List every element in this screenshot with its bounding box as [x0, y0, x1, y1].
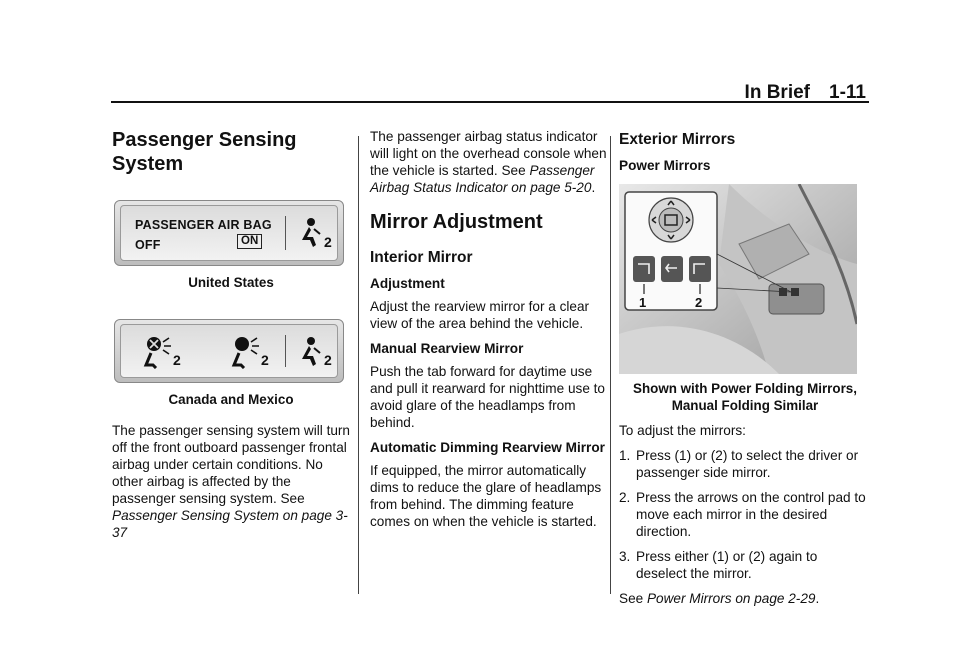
mirror-steps-list	[619, 447, 871, 582]
panel-canada-icon3-number: 2	[324, 352, 332, 368]
figure-callout-1: 1	[639, 295, 647, 310]
power-mirrors-reference[interactable]: Power Mirrors on page 2-29	[646, 591, 816, 606]
airbag-off-icon	[143, 335, 175, 369]
airbag-status-panel-us	[114, 200, 344, 266]
panel-us-off-label: OFF	[135, 238, 161, 252]
header-rule	[111, 101, 869, 103]
panel-us-on-indicator: ON	[237, 234, 262, 249]
adjust-mirrors-intro: To adjust the mirrors:	[619, 423, 746, 438]
column-divider-1	[358, 136, 359, 594]
panel-us-icon-number: 2	[324, 234, 332, 250]
airbag-on-icon	[231, 335, 263, 369]
column-3	[619, 128, 871, 615]
column-divider-2	[610, 136, 611, 594]
section-heading-passenger-sensing: Passenger Sensing System	[112, 129, 297, 175]
list-item: 1. Press (1) or (2) to select the driver or passenger side mirror.	[619, 448, 859, 480]
power-mirror-figure	[619, 184, 857, 374]
power-mirrors-see-paragraph: See Power Mirrors on page 2-29.	[619, 591, 820, 606]
list-item: 3. Press either (1) or (2) again to deselect the mirror.	[619, 549, 818, 581]
seated-passenger-icon	[297, 216, 323, 250]
panel-canada-icon2-number: 2	[261, 352, 269, 368]
list-item: 2. Press the arrows on the control pad to move each mirror in the desired direction.	[619, 490, 866, 539]
subheading-auto-dimming: Automatic Dimming Rearview Mirror	[370, 440, 605, 455]
section-heading-mirror-adjustment: Mirror Adjustment	[370, 211, 543, 233]
panel-us-divider	[285, 216, 286, 250]
passenger-sensing-paragraph: The passenger sensing system will turn off the front outboard passenger frontal airbag under certain conditions. No other airbag is affected by the passenger sensing system. See Passenger Sensing System on page 3-37	[112, 423, 350, 540]
airbag-status-panel-canada	[114, 319, 344, 383]
subheading-power-mirrors: Power Mirrors	[619, 158, 711, 173]
section-heading-exterior-mirrors: Exterior Mirrors	[619, 131, 736, 148]
adjustment-paragraph: Adjust the rearview mirror for a clear view of the area behind the vehicle.	[370, 299, 590, 331]
airbag-indicator-paragraph: The passenger airbag status indicator will light on the overhead console when the vehicle is started. See Passenger Airbag Status Indicator on page 5-20.	[370, 129, 607, 195]
header-section-title: In Brief	[744, 82, 810, 103]
column-2	[370, 128, 608, 538]
airbag-indicator-reference[interactable]: Passenger Airbag Status Indicator on page 5-20	[370, 163, 595, 195]
panel-canada-icon1-number: 2	[173, 352, 181, 368]
column-1	[112, 128, 350, 549]
auto-dimming-paragraph: If equipped, the mirror automatically dims to reduce the glare of headlamps from behind. The dimming feature comes on when the vehicle is started.	[370, 463, 602, 529]
manual-rearview-paragraph: Push the tab forward for daytime use and pull it rearward for nighttime use to avoid glare of the headlamps from behind.	[370, 364, 605, 430]
door-panel-illustration	[619, 184, 857, 374]
figure-callout-2: 2	[695, 295, 703, 310]
panel-canada-divider	[285, 335, 286, 367]
caption-united-states: United States	[188, 275, 274, 290]
panel-us-line1: PASSENGER AIR BAG	[135, 218, 272, 232]
subheading-manual-rearview: Manual Rearview Mirror	[370, 341, 524, 356]
subheading-adjustment: Adjustment	[370, 276, 445, 291]
caption-power-mirrors: Shown with Power Folding Mirrors, Manual Folding Similar	[633, 381, 857, 413]
seated-passenger-icon	[297, 335, 323, 369]
subheading-interior-mirror: Interior Mirror	[370, 249, 473, 266]
header-page-number: 1-11	[829, 82, 866, 103]
caption-canada-mexico: Canada and Mexico	[168, 392, 294, 407]
passenger-sensing-reference[interactable]: Passenger Sensing System on page 3-37	[112, 508, 348, 540]
